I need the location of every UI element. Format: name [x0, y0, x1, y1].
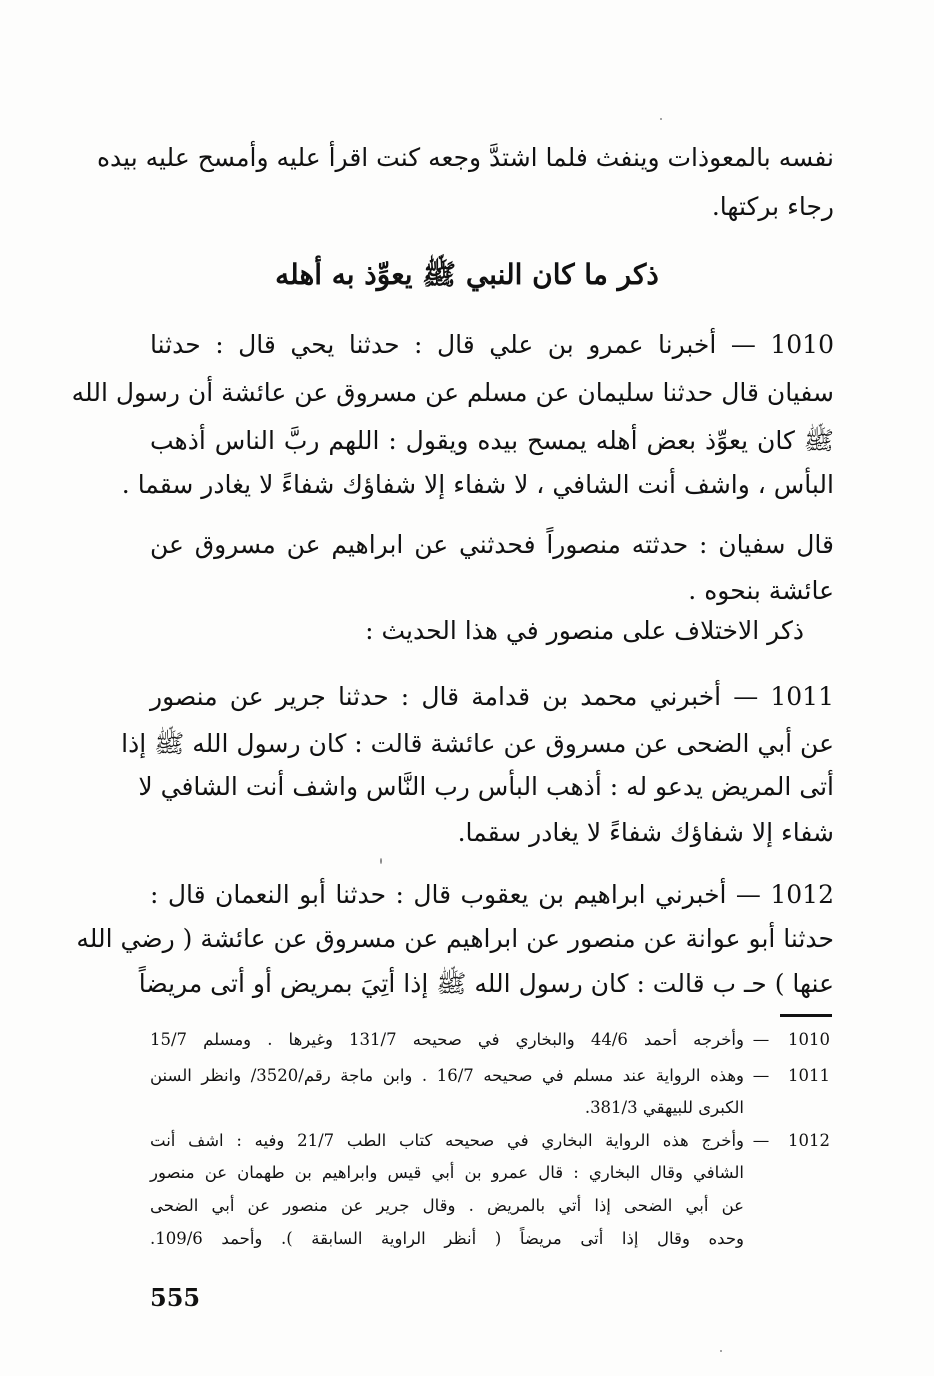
footnote-1012-line-3: عن أبي الضحى إذا أتي بالمريض . وقال جرير عن منصور عن أبي الضحى — [150, 1196, 744, 1215]
footnote-1010-number: 1010 — [788, 1030, 830, 1049]
footnote-1012-line-2: الشافي وقال البخاري : قال عمرو بن أبي قيس وابراهيم بن طهمان عن منصور — [150, 1163, 744, 1182]
hadith-1011-line-1: 1011 — أخبرني محمد بن قدامة قال : حدثنا جرير عن منصور — [150, 682, 834, 711]
hadith-1012-line-3: عنها ) حـ ب قالت : كان رسول الله ﷺ إذا أتِيَ بمريض أو أتى مريضاً — [138, 969, 834, 998]
ikhtilaf-heading: ذكر الاختلاف على منصور في هذا الحديث : — [365, 616, 804, 645]
sufyan-note-line-2: عائشة بنحوه . — [688, 576, 834, 605]
footnote-dash: — — [752, 1030, 770, 1049]
hadith-1011-line-3: أتى المريض يدعو له : أذهب البأس رب النَّاس واشف أنت الشافي لا — [138, 772, 834, 801]
hadith-1011-line-2: عن أبي الضحى عن مسروق عن عائشة قالت : كان رسول الله ﷺ إذا — [121, 729, 834, 758]
section-heading: ذكر ما كان النبي ﷺ يعوِّذ به أهله — [275, 258, 659, 291]
intro-line-2: رجاء بركتها. — [711, 192, 834, 221]
hadith-1010-line-3: ﷺ كان يعوِّذ بعض أهله يمسح بيده ويقول : اللهم ربَّ الناس أذهب — [150, 426, 834, 455]
scan-speck — [380, 858, 382, 864]
intro-line-1: نفسه بالمعوذات وينفث فلما اشتدَّ وجعه كنت اقرأ عليه وأمسح عليه بيده — [96, 143, 834, 172]
footnote-1012-line-4: وحده وقال إذا أتى مريضاً ( أنظر الراوية السابقة ). وأحمد 109/6. — [150, 1229, 744, 1248]
sufyan-note-line-1: قال سفيان : حدثته منصوراً فحدثني عن ابراهيم عن مسروق عن — [150, 530, 834, 559]
hadith-1012-line-1: 1012 — أخبرني ابراهيم بن يعقوب قال : حدثنا أبو النعمان قال : — [150, 880, 834, 909]
footnote-1012-line-1: وأخرج هذه الرواية البخاري في صحيحه كتاب الطب 21/7 وفيه : اشف أنت — [150, 1131, 744, 1150]
hadith-1010-line-4: البأس ، واشف أنت الشافي ، لا شفاء إلا شفاؤك شفاءً لا يغادر سقما . — [121, 470, 834, 499]
footnote-1011-line-1: وهذه الرواية عند مسلم في صحيحه 16/7 . وابن ماجة رقم/3520/ وانظر السنن — [150, 1066, 744, 1085]
footnote-dash: — — [752, 1066, 770, 1085]
scan-speck — [720, 1350, 722, 1352]
hadith-1010-line-1: 1010 — أخبرنا عمرو بن علي قال : حدثنا يحي قال : حدثنا — [150, 330, 834, 359]
footnote-1012-number: 1012 — [788, 1131, 830, 1150]
footnote-separator — [780, 1014, 832, 1017]
scan-speck — [660, 118, 662, 120]
page-number: 555 — [150, 1283, 201, 1312]
hadith-1012-line-2: حدثنا أبو عوانة عن منصور عن ابراهيم عن مسروق عن عائشة ( رضي الله — [76, 924, 834, 953]
footnote-1010-line-1: وأخرجه أحمد 44/6 والبخاري في صحيحه 131/7 وغيرها . ومسلم 15/7 — [150, 1030, 744, 1049]
footnote-1011-number: 1011 — [788, 1066, 830, 1085]
hadith-1011-line-4: شفاء إلا شفاؤك شفاءً لا يغادر سقما. — [457, 818, 834, 847]
footnote-dash: — — [752, 1131, 770, 1150]
footnote-1011-line-2: الكبرى للبيهقي 381/3. — [584, 1098, 744, 1117]
hadith-1010-line-2: سفيان قال حدثنا سليمان عن مسلم عن مسروق عن عائشة أن رسول الله — [71, 378, 834, 407]
